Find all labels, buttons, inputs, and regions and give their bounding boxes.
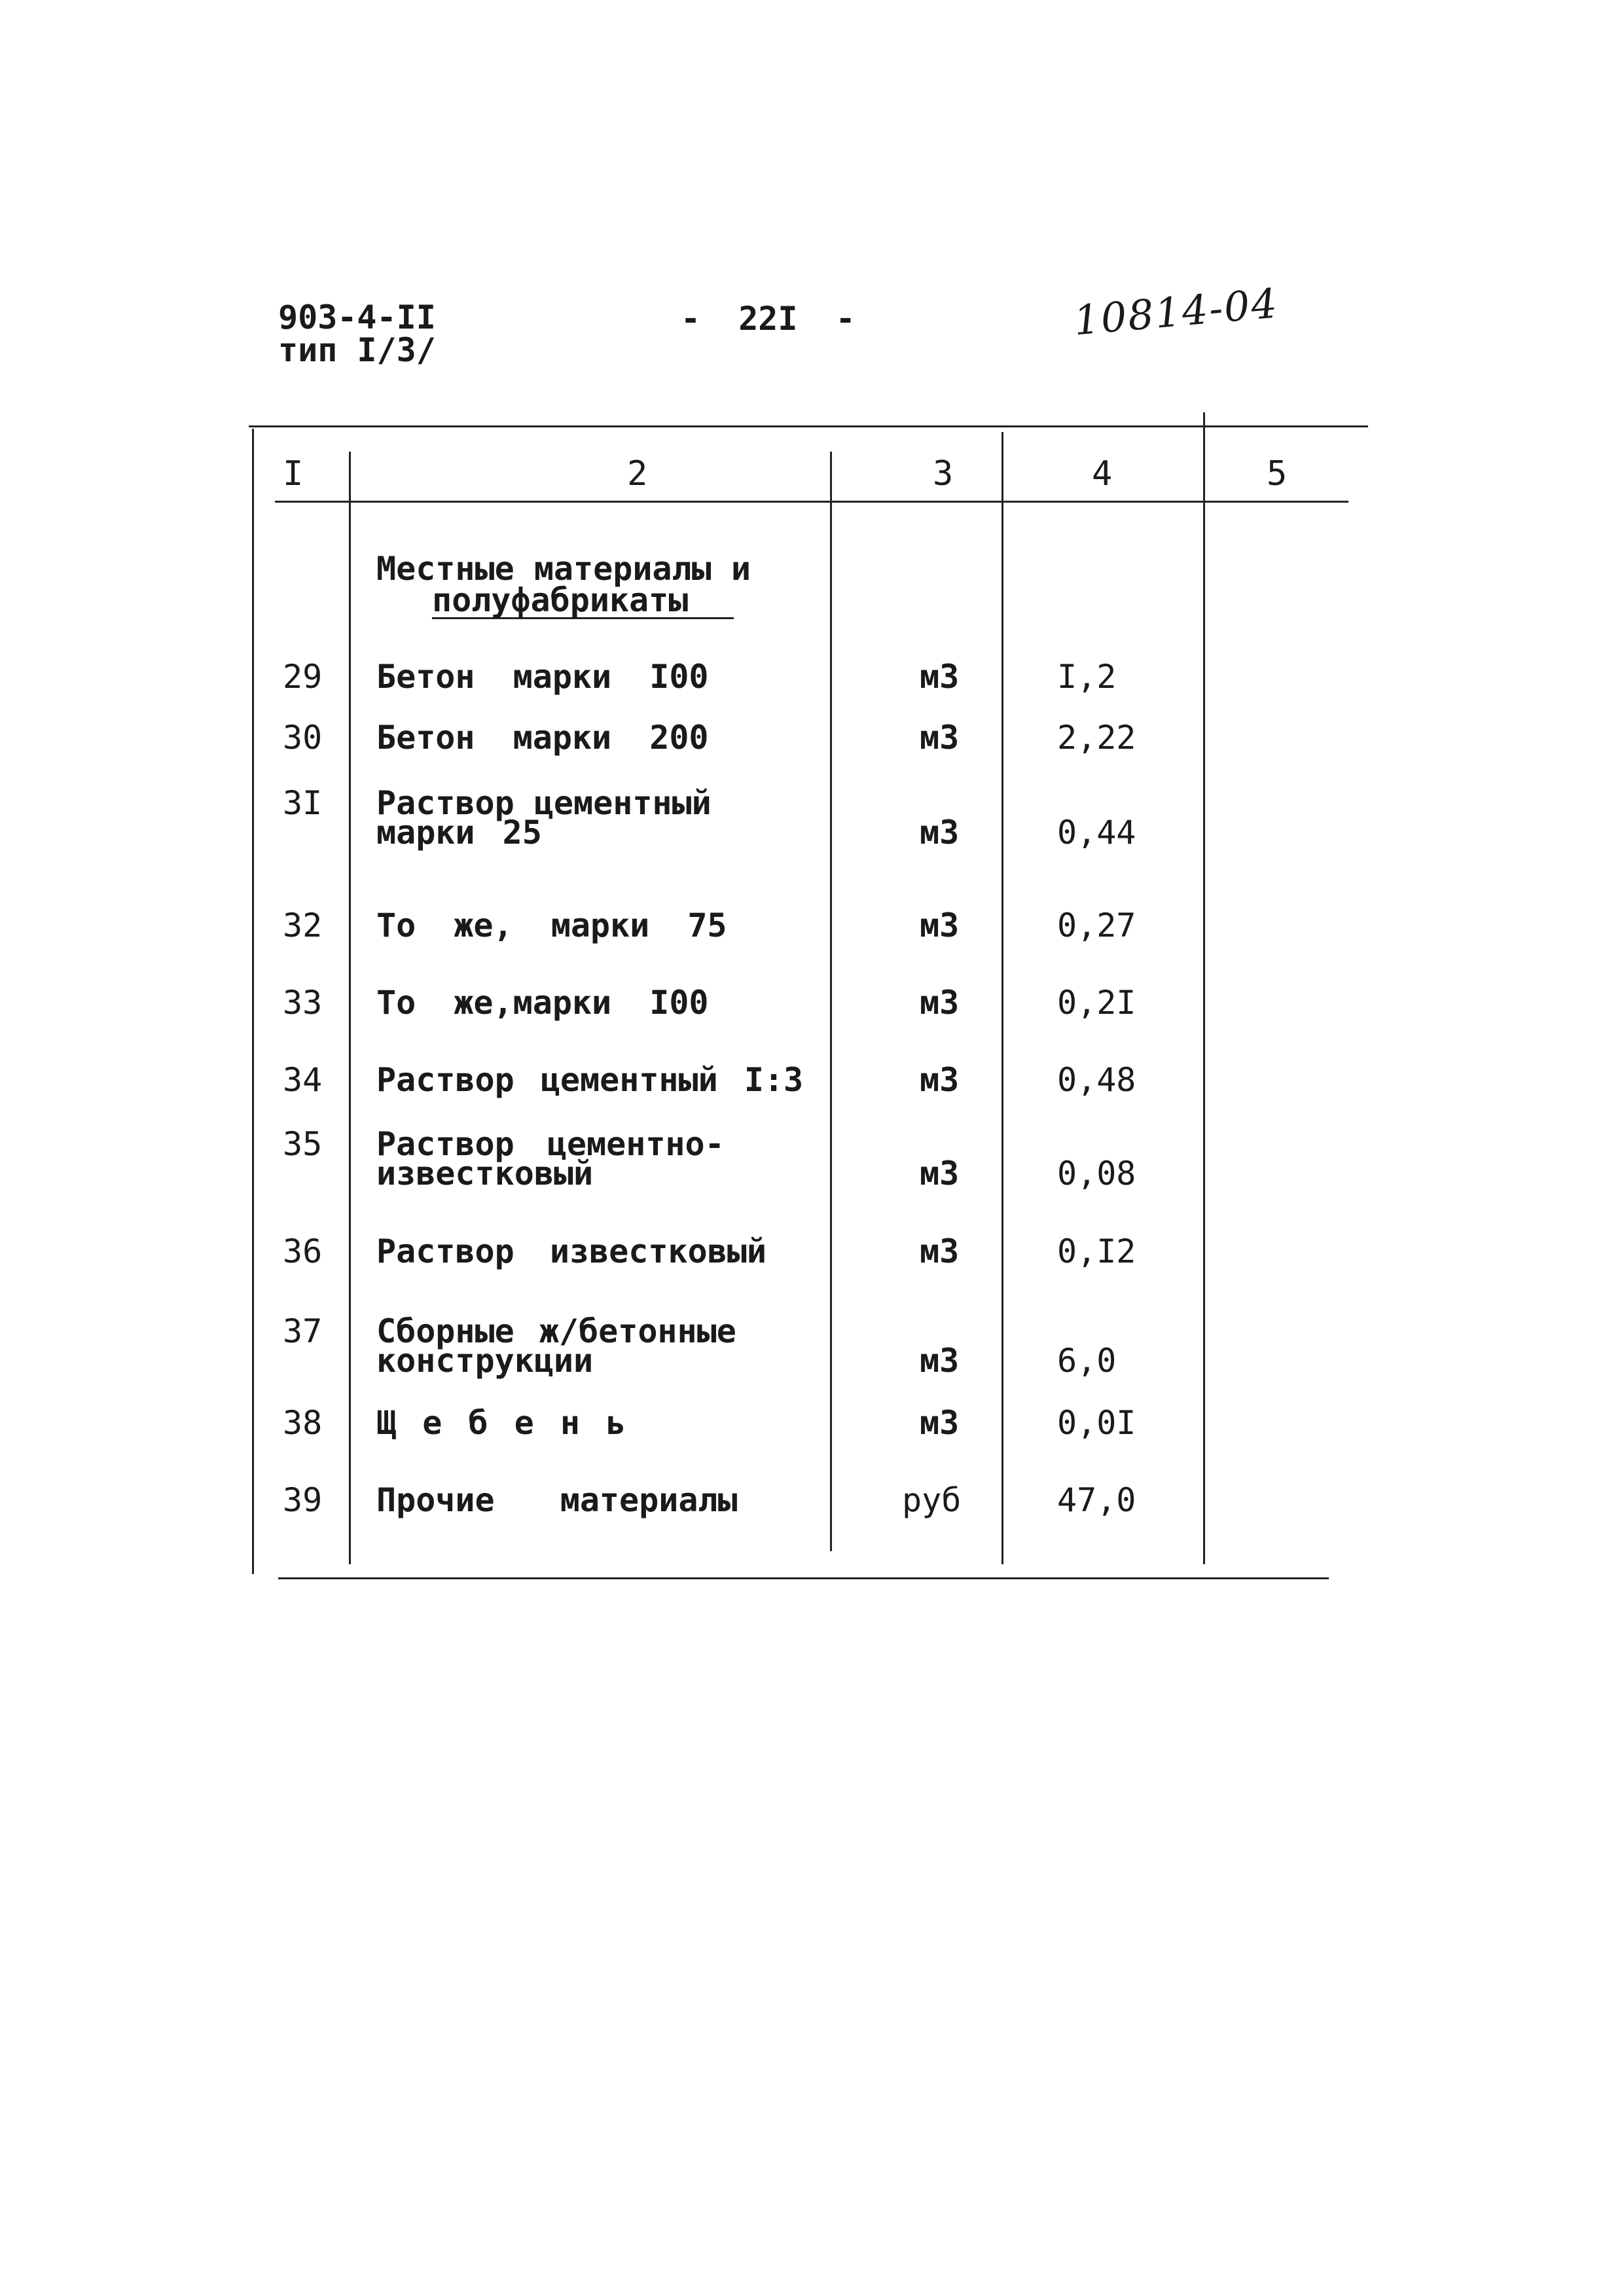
row-number: 36 — [283, 1232, 323, 1270]
unit: м3 — [920, 1155, 960, 1193]
row-number: 34 — [283, 1061, 323, 1099]
row-number: 33 — [283, 984, 323, 1022]
document-type: тип I/3/ — [278, 331, 436, 369]
row-number: 35 — [283, 1125, 323, 1163]
unit: м3 — [920, 906, 960, 944]
material-name-line2: марки 25 — [376, 814, 542, 852]
document-code: 903-4-II — [278, 298, 436, 336]
unit: м3 — [920, 719, 960, 757]
material-name: То же,марки I00 — [376, 984, 709, 1022]
quantity: 0,48 — [1057, 1061, 1136, 1099]
unit: м3 — [920, 1342, 960, 1380]
quantity: 0,44 — [1057, 814, 1136, 852]
column-divider-2 — [830, 452, 832, 1551]
material-name: Щ е б е н ь — [376, 1404, 626, 1442]
quantity: 0,08 — [1057, 1155, 1136, 1193]
row-number: 37 — [283, 1312, 323, 1350]
table-top-rule — [249, 425, 1368, 427]
unit: руб — [902, 1481, 962, 1519]
column-divider-4 — [1203, 412, 1205, 1564]
row-number: 30 — [283, 719, 323, 757]
unit: м3 — [920, 1404, 960, 1442]
quantity: 6,0 — [1057, 1342, 1117, 1380]
unit: м3 — [920, 814, 960, 852]
quantity: 0,2I — [1057, 984, 1136, 1022]
section-title-line1: Местные материалы и — [376, 550, 751, 588]
material-name: Прочие материалы — [376, 1481, 738, 1519]
quantity: 0,0I — [1057, 1404, 1136, 1442]
quantity: 0,I2 — [1057, 1232, 1136, 1270]
unit: м3 — [920, 658, 960, 696]
material-name: Раствор цементный I:3 — [376, 1061, 804, 1099]
quantity: 2,22 — [1057, 719, 1136, 757]
material-name: То же, марки 75 — [376, 906, 727, 944]
material-name: Бетон марки 200 — [376, 719, 709, 757]
column-number-4: 4 — [1092, 454, 1113, 493]
material-name-line2: известковый — [376, 1155, 594, 1193]
table-left-border — [252, 429, 254, 1574]
quantity: 0,27 — [1057, 906, 1136, 944]
material-name: Бетон марки I00 — [376, 658, 709, 696]
row-number: 32 — [283, 906, 323, 944]
column-number-1: I — [283, 454, 304, 493]
handwritten-number: 10814-04 — [1072, 279, 1280, 345]
quantity: 47,0 — [1057, 1481, 1136, 1519]
material-name-line1: Сборные ж/бетонные — [376, 1312, 736, 1350]
column-number-3: 3 — [933, 454, 954, 493]
row-number: 39 — [283, 1481, 323, 1519]
column-number-2: 2 — [627, 454, 648, 493]
unit: м3 — [920, 984, 960, 1022]
table-bottom-rule — [278, 1577, 1329, 1579]
section-title-line2: полуфабрикаты — [432, 584, 734, 619]
quantity: I,2 — [1057, 658, 1117, 696]
column-divider-3 — [1001, 432, 1003, 1564]
row-number: 3I — [283, 784, 323, 822]
material-name: Раствор известковый — [376, 1232, 767, 1270]
row-number: 29 — [283, 658, 323, 696]
header-bottom-rule — [275, 501, 1348, 503]
unit: м3 — [920, 1061, 960, 1099]
row-number: 38 — [283, 1404, 323, 1442]
column-divider-1 — [349, 452, 351, 1564]
unit: м3 — [920, 1232, 960, 1270]
material-name-line1: Раствор цементно- — [376, 1125, 725, 1163]
column-number-5: 5 — [1267, 454, 1288, 493]
page-number: - 22I - — [681, 300, 856, 338]
material-name-line2: конструкции — [376, 1342, 594, 1380]
material-name-line1: Раствор цементный — [376, 784, 712, 822]
